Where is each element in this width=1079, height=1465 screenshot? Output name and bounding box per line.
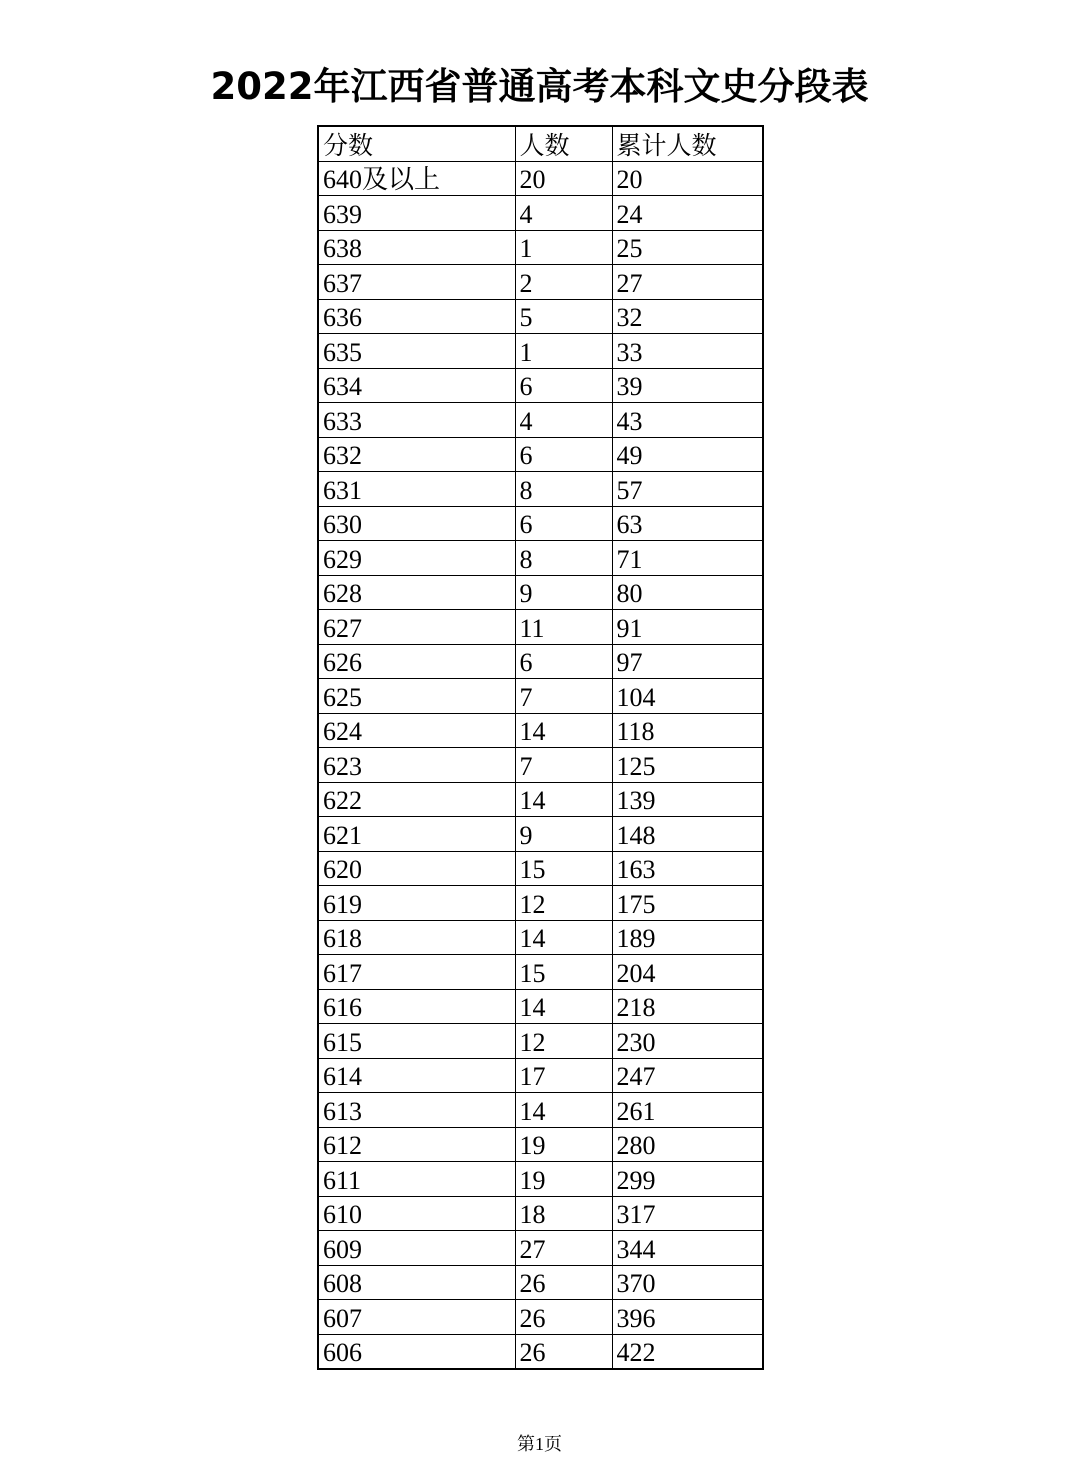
cell-cumulative: 80 bbox=[612, 575, 763, 610]
cell-cumulative: 230 bbox=[612, 1024, 763, 1059]
cell-cumulative: 148 bbox=[612, 817, 763, 852]
cell-count: 19 bbox=[515, 1127, 612, 1162]
cell-count: 12 bbox=[515, 1024, 612, 1059]
cell-cumulative: 163 bbox=[612, 851, 763, 886]
cell-count: 15 bbox=[515, 851, 612, 886]
table-row bbox=[318, 817, 763, 852]
table-row bbox=[318, 1162, 763, 1197]
table-row bbox=[318, 1127, 763, 1162]
cell-count: 6 bbox=[515, 368, 612, 403]
score-distribution-table bbox=[317, 125, 764, 1370]
cell-count: 4 bbox=[515, 196, 612, 231]
table-body bbox=[318, 161, 763, 1369]
cell-cumulative: 396 bbox=[612, 1300, 763, 1335]
cell-score: 615 bbox=[318, 1024, 515, 1059]
cell-count: 15 bbox=[515, 955, 612, 990]
cell-cumulative: 39 bbox=[612, 368, 763, 403]
cell-score: 626 bbox=[318, 644, 515, 679]
cell-count: 26 bbox=[515, 1334, 612, 1369]
cell-count: 6 bbox=[515, 437, 612, 472]
cell-score: 630 bbox=[318, 506, 515, 541]
cell-score: 620 bbox=[318, 851, 515, 886]
cell-score: 614 bbox=[318, 1058, 515, 1093]
cell-score: 636 bbox=[318, 299, 515, 334]
table-row bbox=[318, 782, 763, 817]
cell-cumulative: 370 bbox=[612, 1265, 763, 1300]
cell-cumulative: 25 bbox=[612, 230, 763, 265]
cell-score: 637 bbox=[318, 265, 515, 300]
cell-cumulative: 175 bbox=[612, 886, 763, 921]
cell-cumulative: 218 bbox=[612, 989, 763, 1024]
cell-cumulative: 33 bbox=[612, 334, 763, 369]
cell-cumulative: 71 bbox=[612, 541, 763, 576]
cell-cumulative: 422 bbox=[612, 1334, 763, 1369]
cell-score: 608 bbox=[318, 1265, 515, 1300]
table-row bbox=[318, 1265, 763, 1300]
cell-count: 20 bbox=[515, 161, 612, 196]
table-row bbox=[318, 437, 763, 472]
cell-cumulative: 118 bbox=[612, 713, 763, 748]
cell-score: 616 bbox=[318, 989, 515, 1024]
cell-count: 9 bbox=[515, 575, 612, 610]
cell-cumulative: 247 bbox=[612, 1058, 763, 1093]
table-row bbox=[318, 1334, 763, 1369]
cell-cumulative: 280 bbox=[612, 1127, 763, 1162]
cell-cumulative: 97 bbox=[612, 644, 763, 679]
table-row bbox=[318, 748, 763, 783]
cell-score: 618 bbox=[318, 920, 515, 955]
table-row bbox=[318, 989, 763, 1024]
cell-cumulative: 261 bbox=[612, 1093, 763, 1128]
cell-score: 625 bbox=[318, 679, 515, 714]
cell-score: 623 bbox=[318, 748, 515, 783]
cell-score: 609 bbox=[318, 1231, 515, 1266]
table-row bbox=[318, 1231, 763, 1266]
cell-score: 629 bbox=[318, 541, 515, 576]
cell-score: 638 bbox=[318, 230, 515, 265]
cell-cumulative: 27 bbox=[612, 265, 763, 300]
header-count: 人数 bbox=[515, 126, 612, 161]
cell-cumulative: 139 bbox=[612, 782, 763, 817]
cell-cumulative: 32 bbox=[612, 299, 763, 334]
table-row bbox=[318, 1093, 763, 1128]
cell-cumulative: 204 bbox=[612, 955, 763, 990]
cell-count: 26 bbox=[515, 1265, 612, 1300]
cell-cumulative: 125 bbox=[612, 748, 763, 783]
cell-count: 2 bbox=[515, 265, 612, 300]
cell-count: 6 bbox=[515, 506, 612, 541]
cell-count: 6 bbox=[515, 644, 612, 679]
cell-score: 632 bbox=[318, 437, 515, 472]
cell-count: 14 bbox=[515, 713, 612, 748]
cell-cumulative: 317 bbox=[612, 1196, 763, 1231]
cell-cumulative: 189 bbox=[612, 920, 763, 955]
table-row bbox=[318, 920, 763, 955]
cell-score: 640及以上 bbox=[318, 161, 515, 196]
cell-count: 18 bbox=[515, 1196, 612, 1231]
cell-cumulative: 43 bbox=[612, 403, 763, 438]
header-cumulative: 累计人数 bbox=[612, 126, 763, 161]
cell-score: 624 bbox=[318, 713, 515, 748]
cell-count: 14 bbox=[515, 1093, 612, 1128]
table-row bbox=[318, 334, 763, 369]
cell-count: 11 bbox=[515, 610, 612, 645]
cell-score: 622 bbox=[318, 782, 515, 817]
cell-score: 635 bbox=[318, 334, 515, 369]
cell-count: 26 bbox=[515, 1300, 612, 1335]
table-row bbox=[318, 575, 763, 610]
cell-score: 639 bbox=[318, 196, 515, 231]
cell-score: 619 bbox=[318, 886, 515, 921]
cell-count: 7 bbox=[515, 679, 612, 714]
cell-score: 610 bbox=[318, 1196, 515, 1231]
page-title: 2022年江西省普通高考本科文史分段表 bbox=[210, 65, 869, 108]
table-row bbox=[318, 161, 763, 196]
cell-count: 14 bbox=[515, 782, 612, 817]
cell-count: 19 bbox=[515, 1162, 612, 1197]
cell-score: 611 bbox=[318, 1162, 515, 1197]
cell-count: 1 bbox=[515, 230, 612, 265]
cell-cumulative: 299 bbox=[612, 1162, 763, 1197]
cell-count: 14 bbox=[515, 920, 612, 955]
cell-count: 5 bbox=[515, 299, 612, 334]
table-row bbox=[318, 1024, 763, 1059]
table-row bbox=[318, 196, 763, 231]
cell-score: 633 bbox=[318, 403, 515, 438]
table-row bbox=[318, 299, 763, 334]
table-row bbox=[318, 541, 763, 576]
cell-cumulative: 104 bbox=[612, 679, 763, 714]
cell-count: 1 bbox=[515, 334, 612, 369]
cell-score: 628 bbox=[318, 575, 515, 610]
cell-cumulative: 24 bbox=[612, 196, 763, 231]
cell-score: 607 bbox=[318, 1300, 515, 1335]
cell-score: 627 bbox=[318, 610, 515, 645]
cell-count: 9 bbox=[515, 817, 612, 852]
cell-cumulative: 57 bbox=[612, 472, 763, 507]
cell-count: 8 bbox=[515, 541, 612, 576]
header-score: 分数 bbox=[318, 126, 515, 161]
table-row bbox=[318, 851, 763, 886]
cell-score: 631 bbox=[318, 472, 515, 507]
table-row bbox=[318, 368, 763, 403]
cell-cumulative: 344 bbox=[612, 1231, 763, 1266]
cell-score: 617 bbox=[318, 955, 515, 990]
table-row bbox=[318, 644, 763, 679]
table-row bbox=[318, 1196, 763, 1231]
table-row bbox=[318, 403, 763, 438]
cell-score: 612 bbox=[318, 1127, 515, 1162]
cell-count: 12 bbox=[515, 886, 612, 921]
cell-cumulative: 91 bbox=[612, 610, 763, 645]
cell-count: 14 bbox=[515, 989, 612, 1024]
table-row bbox=[318, 955, 763, 990]
page-number: 第1页 bbox=[517, 1434, 562, 1454]
table-row bbox=[318, 230, 763, 265]
table-row bbox=[318, 265, 763, 300]
cell-cumulative: 49 bbox=[612, 437, 763, 472]
cell-score: 606 bbox=[318, 1334, 515, 1369]
cell-cumulative: 63 bbox=[612, 506, 763, 541]
cell-count: 17 bbox=[515, 1058, 612, 1093]
table-row bbox=[318, 610, 763, 645]
table-header-row bbox=[318, 126, 763, 161]
cell-cumulative: 20 bbox=[612, 161, 763, 196]
cell-count: 8 bbox=[515, 472, 612, 507]
table-row bbox=[318, 886, 763, 921]
cell-count: 7 bbox=[515, 748, 612, 783]
table-row bbox=[318, 1300, 763, 1335]
cell-count: 27 bbox=[515, 1231, 612, 1266]
table-row bbox=[318, 679, 763, 714]
cell-count: 4 bbox=[515, 403, 612, 438]
table-row bbox=[318, 472, 763, 507]
table-row bbox=[318, 1058, 763, 1093]
table-row bbox=[318, 506, 763, 541]
cell-score: 634 bbox=[318, 368, 515, 403]
cell-score: 613 bbox=[318, 1093, 515, 1128]
table-row bbox=[318, 713, 763, 748]
cell-score: 621 bbox=[318, 817, 515, 852]
